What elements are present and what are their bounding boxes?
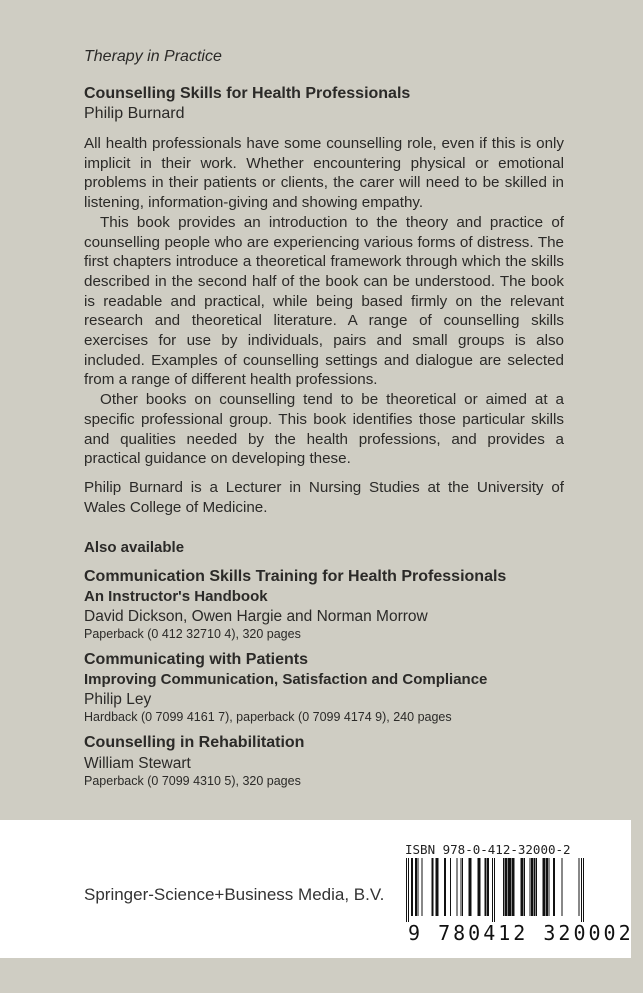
related-book-title: Counselling in Rehabilitation	[84, 734, 305, 752]
related-book	[84, 733, 564, 789]
description-paragraph-3: Other books on counselling tend to be theoretical or aimed at a specific professional group. This book identifies those particular skills and qualities needed by the health professions, and provides a practical guidance on developing these.	[84, 391, 564, 468]
also-available-heading: Also available	[84, 539, 185, 557]
related-book-subtitle: An Instructor's Handbook	[84, 588, 268, 606]
isbn-label: ISBN 978-0-412-32000-2	[405, 842, 571, 857]
back-cover-content	[84, 48, 564, 797]
related-book-subtitle: Improving Communication, Satisfaction and Compliance	[84, 671, 488, 689]
barcode-graphic	[404, 858, 586, 922]
related-book-details: Paperback (0 412 32710 4), 320 pages	[84, 627, 301, 642]
related-book-title: Communication Skills Training for Health Professionals	[84, 568, 507, 586]
related-book-authors: Philip Ley	[84, 691, 152, 709]
description-paragraph-1: All health professionals have some counselling role, even if this is only implicit in their work. Whether encountering physical or emotional problems in their patients or clients, the carer will need to be skilled in listening, information-giving and showing empathy.	[84, 135, 564, 212]
series-name: Therapy in Practice	[84, 48, 222, 65]
description-paragraph-2: This book provides an introduction to the theory and practice of counselling people who are experiencing various forms of distress. The first chapters introduce a theoretical framework through which the skills described in the second half of the book can be understood. The book is readable and practical, while being based firmly on the relevant research and theoretical literature. A range of counselling skills exercises for use by individuals, pairs and small groups is also included. Examples of counselling settings and dialogue are selected from a range of different health professions.	[84, 213, 564, 389]
author-bio: Philip Burnard is a Lecturer in Nursing Studies at the University of Wales College of Medicine.	[84, 478, 564, 516]
related-book-authors: David Dickson, Owen Hargie and Norman Morrow	[84, 608, 428, 626]
book-author: Philip Burnard	[84, 105, 185, 122]
related-book-authors: William Stewart	[84, 755, 191, 773]
publisher-name: Springer-Science+Business Media, B.V.	[84, 885, 385, 904]
related-book	[84, 567, 564, 642]
related-book-details: Hardback (0 7099 4161 7), paperback (0 7099 4174 9), 240 pages	[84, 710, 452, 725]
barcode-number: 9 780412 320002	[408, 921, 634, 945]
related-book	[84, 650, 564, 725]
related-book-title: Communicating with Patients	[84, 651, 309, 669]
book-title: Counselling Skills for Health Professionals	[84, 85, 411, 102]
related-book-details: Paperback (0 7099 4310 5), 320 pages	[84, 774, 301, 789]
